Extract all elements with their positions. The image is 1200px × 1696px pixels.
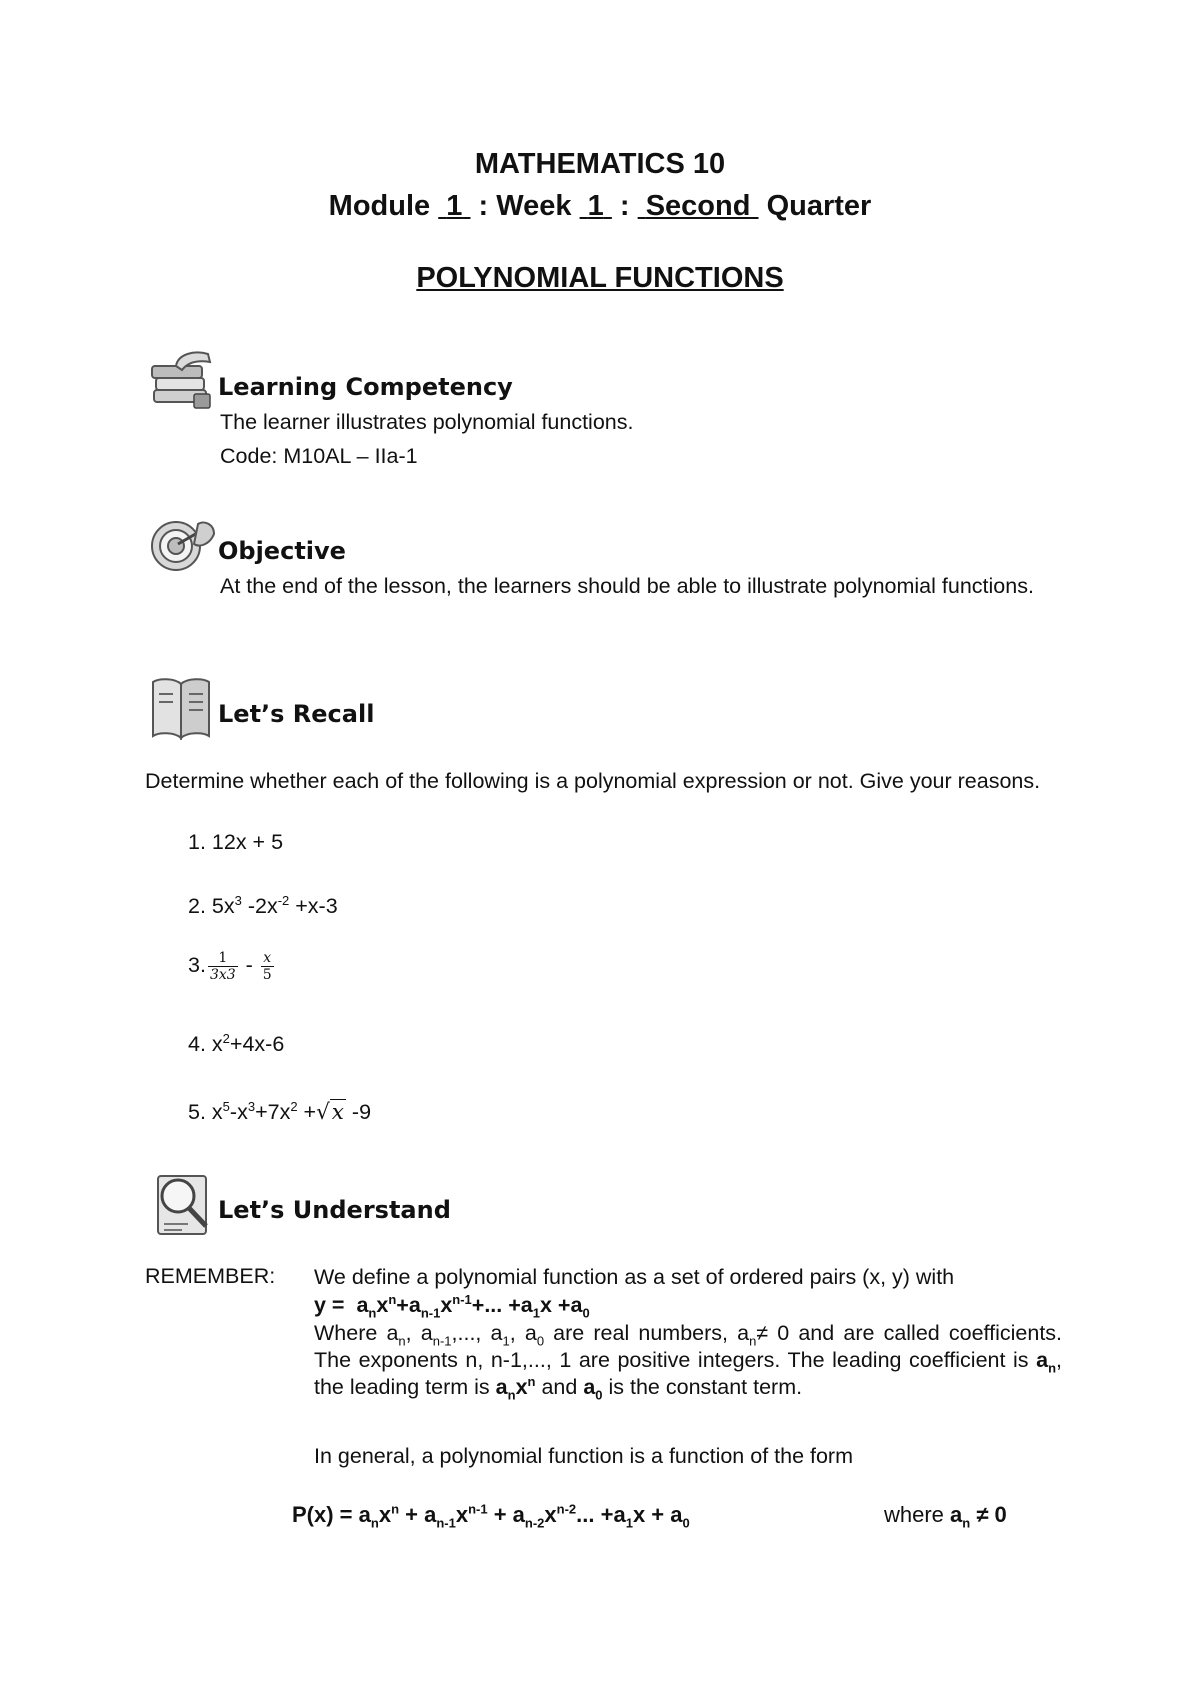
module-week-quarter-line [0, 190, 1200, 223]
topic-title: POLYNOMIAL FUNCTIONS [416, 262, 784, 294]
list-item: 3. $\frac{1}{3x3}$ - $\frac{x}{5}$ [188, 950, 272, 983]
objective-text: At the end of the lesson, the learners should be able to illustrate polynomial functions. [220, 574, 1034, 598]
target-icon [148, 514, 220, 580]
quarter-label: Quarter [766, 190, 872, 222]
lets-recall-heading: Let’s Recall [218, 700, 375, 728]
definition-equation: $y = a_nx^n+a_{n-1}x^{n-1}+$... $+a_1x +a_0$ [314, 1291, 590, 1321]
learning-competency-heading: Learning Competency [218, 373, 513, 401]
list-item: 2. $5x^3$ $-2x^{-2} +x-3$ [188, 892, 338, 918]
definition-line: We define a polynomial function as a set of ordered pairs (x, y) with [314, 1265, 955, 1289]
general-polynomial-formula: $P(x) = a_nx^n + a_{n-1}x^{n-1} + a_{n-2}x^{n-2}$... $+a_1x + a_0$ [292, 1501, 690, 1531]
list-item: 5. $x^5-x^3+7x^2 +√x$ -9 [188, 1098, 372, 1125]
week-number: 1 [587, 190, 604, 222]
competency-code: Code: M10AL – IIa-1 [220, 444, 418, 468]
magnifier-icon [148, 1168, 220, 1240]
general-form-intro: In general, a polynomial function is a function of the form [314, 1444, 854, 1468]
module-label: Module [328, 190, 431, 222]
lets-understand-heading: Let’s Understand [218, 1196, 451, 1224]
coefficient-explanation: Where $a_n$, $a_{n-1}$,..., $a_1$, $a_0$ are real numbers, $a_n\ne 0$ and are called coefficients. The exponents n, n-1,..., 1 are positive integers. The leading coefficient is $a_n$, the leading term is $a_nx^n$ and $a_0$ is the constant term. [314, 1321, 1063, 1403]
week-label: Week [496, 190, 572, 222]
page-title: MATHEMATICS 10 [474, 148, 726, 180]
quarter-value: Second [645, 190, 751, 222]
leading-coefficient-condition: where $a_n \ne 0$ [884, 1502, 1007, 1531]
separator: : [478, 190, 489, 222]
books-icon [148, 348, 220, 414]
open-book-icon [145, 672, 217, 744]
list-item: 1. 12x + 5 [188, 830, 284, 854]
objective-heading: Objective [218, 537, 346, 565]
competency-statement: The learner illustrates polynomial functions. [220, 410, 634, 434]
remember-label: REMEMBER: [145, 1264, 276, 1288]
list-item: 4. $x^2+4x-6$ [188, 1030, 285, 1056]
separator: : [619, 190, 630, 222]
recall-instruction: Determine whether each of the following is a polynomial expression or not. Give your reasons. [145, 769, 1041, 793]
module-number: 1 [446, 190, 463, 222]
